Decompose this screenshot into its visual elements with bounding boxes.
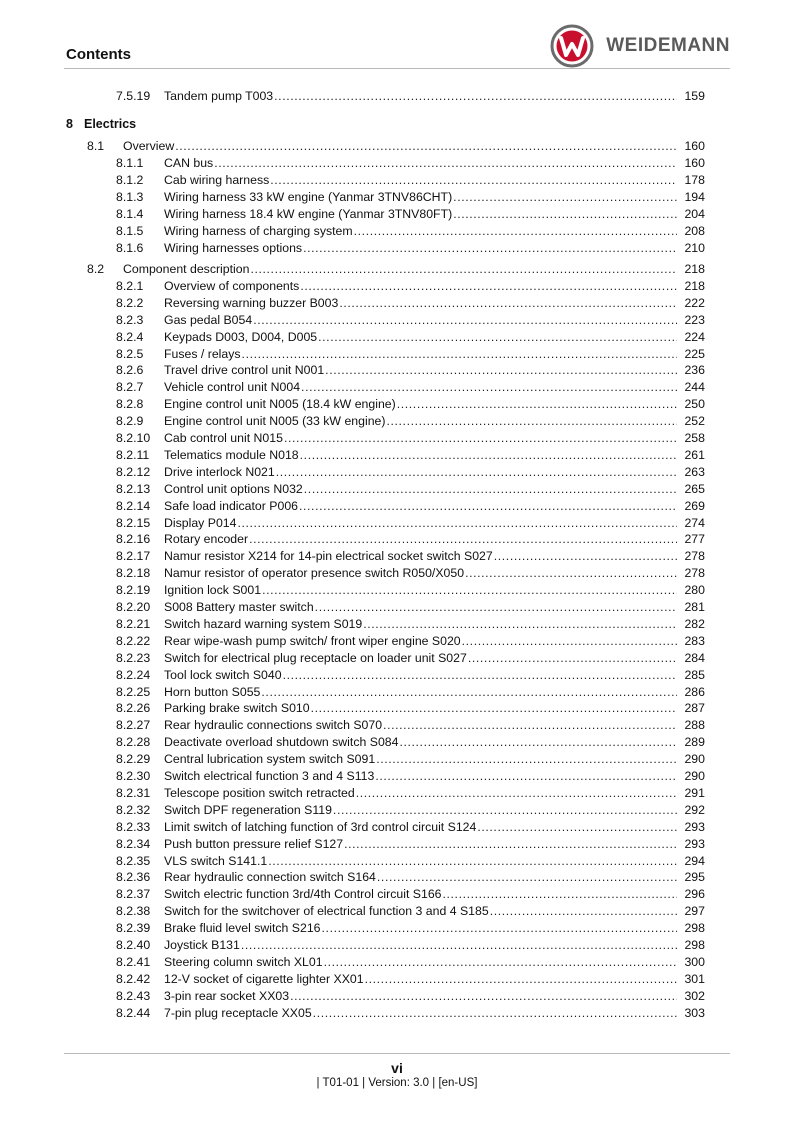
toc-entry-page: 210 <box>684 241 705 255</box>
toc-entry-number: 8.2.16 <box>116 532 151 547</box>
toc-entry[interactable] <box>0 223 794 240</box>
toc-leader-dots <box>468 650 677 667</box>
page-header <box>64 22 730 68</box>
toc-entry-number: 8.2.15 <box>116 515 151 530</box>
toc-entry-number: 7.5.19 <box>116 89 151 103</box>
toc-leader-dots <box>477 819 677 836</box>
toc-leader-dots <box>354 223 677 240</box>
toc-leader-dots <box>324 954 677 971</box>
toc-entry-title: Central lubrication system switch S091 <box>164 752 376 767</box>
toc-entry-title: Wiring harness of charging system <box>164 224 353 238</box>
toc-entry[interactable] <box>0 565 794 582</box>
toc-entry-title: Overview <box>123 139 175 153</box>
toc-entry-number: 8.2.30 <box>116 769 151 783</box>
toc-entry-title: Engine control unit N005 (18.4 kW engine) <box>164 397 396 412</box>
toc-entry-title: Wiring harnesses options <box>164 241 303 255</box>
toc-entry[interactable] <box>0 802 794 819</box>
toc-entry[interactable] <box>0 346 794 363</box>
toc-entry-number: 8.2.21 <box>116 616 151 631</box>
toc-entry-title: Switch electrical function 3 and 4 S113 <box>164 769 375 783</box>
toc-entry[interactable] <box>0 650 794 667</box>
toc-entry-page: 290 <box>684 769 705 783</box>
toc-entry-title: 3-pin rear socket XX03 <box>164 988 290 1003</box>
toc-entry-page: 287 <box>684 701 705 716</box>
toc-chapter[interactable] <box>0 116 794 133</box>
toc-leader-dots <box>262 582 677 599</box>
toc-entry-number: 8.2.24 <box>116 667 151 682</box>
toc-entry-number: 8.2.1 <box>116 278 144 293</box>
toc-leader-dots <box>365 971 677 988</box>
toc-entry[interactable] <box>0 240 794 257</box>
toc-entry-number: 8.2.27 <box>116 718 151 733</box>
toc-entry[interactable] <box>0 717 794 734</box>
toc-entry[interactable] <box>0 138 794 155</box>
toc-entry-number: 8.2.20 <box>116 600 151 614</box>
toc-leader-dots <box>249 531 677 548</box>
toc-entry[interactable] <box>0 548 794 565</box>
toc-entry-number: 8.1.6 <box>116 241 144 255</box>
toc-entry-title: Travel drive control unit N001 <box>164 363 325 378</box>
toc-entry-page: 293 <box>684 819 705 834</box>
toc-entry-number: 8.2.2 <box>116 295 144 310</box>
toc-entry-page: 278 <box>684 549 705 564</box>
toc-leader-dots <box>453 206 677 223</box>
toc-entry-page: 282 <box>684 616 705 631</box>
toc-entry[interactable] <box>0 312 794 329</box>
toc-entry-page: 224 <box>684 329 705 344</box>
toc-leader-dots <box>318 329 677 346</box>
toc-entry[interactable] <box>0 172 794 189</box>
toc-leader-dots <box>397 396 677 413</box>
toc-entry-title: Tool lock switch S040 <box>164 667 282 682</box>
toc-entry-page: 288 <box>684 718 705 733</box>
toc-entry-number: 8.2.41 <box>116 954 151 969</box>
toc-entry-title: Fuses / relays <box>164 346 241 361</box>
toc-entry-number: 8.2.17 <box>116 549 151 564</box>
toc-entry-page: 292 <box>684 802 705 817</box>
toc-leader-dots <box>399 734 677 751</box>
toc-entry[interactable] <box>0 413 794 430</box>
toc-entry[interactable] <box>0 447 794 464</box>
toc-entry[interactable] <box>0 582 794 599</box>
toc-entry-title: Cab wiring harness <box>164 173 270 187</box>
toc-entry-page: 223 <box>684 312 705 327</box>
toc-leader-dots <box>453 189 677 206</box>
toc-leader-dots <box>242 346 677 363</box>
toc-leader-dots <box>377 869 677 886</box>
toc-entry-number: 8.1.5 <box>116 224 144 238</box>
toc-entry-page: 285 <box>684 667 705 682</box>
toc-entry[interactable] <box>0 155 794 172</box>
toc-entry-page: 160 <box>684 139 705 153</box>
toc-entry-number: 8.2.10 <box>116 431 151 445</box>
toc-leader-dots <box>333 802 677 819</box>
toc-leader-dots <box>356 785 677 802</box>
toc-entry-number: 8.2.38 <box>116 904 151 919</box>
brand-logo <box>550 24 730 68</box>
toc-entry-page: 286 <box>684 684 705 699</box>
toc-entry-number: 8.1.3 <box>116 190 144 204</box>
toc-leader-dots <box>301 379 677 396</box>
toc-entry-title: Display P014 <box>164 515 237 530</box>
toc-entry[interactable] <box>0 988 794 1005</box>
toc-entry-page: 269 <box>684 498 705 513</box>
toc-entry-page: 274 <box>684 515 705 530</box>
toc-entry-page: 178 <box>684 173 705 187</box>
toc-entry-title: Switch electric function 3rd/4th Control circuit S166 <box>164 887 442 902</box>
toc-entry-title: Switch hazard warning system S019 <box>164 616 363 631</box>
toc-entry[interactable] <box>0 853 794 870</box>
toc-entry[interactable] <box>0 785 794 802</box>
toc-leader-dots <box>274 88 677 105</box>
toc-entry-title: Overview of components <box>164 278 300 293</box>
toc-entry-title: Safe load indicator P006 <box>164 498 298 513</box>
toc-entry-number: 8.2.33 <box>116 819 151 834</box>
toc-entry-number: 8.2.18 <box>116 566 151 581</box>
toc-entry-number: 8.2.28 <box>116 735 151 750</box>
toc-entry[interactable] <box>0 920 794 937</box>
toc-entry-page: 244 <box>684 380 705 395</box>
toc-entry-page: 300 <box>684 954 705 969</box>
toc-entry-number: 8.2.42 <box>116 971 151 986</box>
toc-leader-dots <box>261 684 677 701</box>
toc-entry-title: Component description <box>123 262 250 276</box>
toc-entry-number: 8.2.13 <box>116 481 151 496</box>
toc-entry-page: 301 <box>684 971 705 986</box>
toc-entry-number: 8.2.26 <box>116 701 151 716</box>
toc-entry-page: 236 <box>684 363 705 378</box>
toc-entry[interactable] <box>0 189 794 206</box>
toc-entry-title: Electrics <box>84 117 137 131</box>
toc-leader-dots <box>375 768 677 785</box>
toc-entry-number: 8.2.44 <box>116 1005 151 1020</box>
toc-entry-page: 225 <box>684 346 705 361</box>
toc-entry[interactable] <box>0 599 794 616</box>
toc-leader-dots <box>268 853 677 870</box>
toc-entry[interactable] <box>0 903 794 920</box>
toc-entry-page: 261 <box>684 447 705 462</box>
toc-entry[interactable] <box>0 819 794 836</box>
toc-leader-dots <box>465 565 677 582</box>
toc-entry[interactable] <box>0 206 794 223</box>
toc-entry[interactable] <box>0 869 794 886</box>
toc-entry-page: 280 <box>684 583 705 598</box>
toc-entry-title: Push button pressure relief S127 <box>164 836 344 851</box>
toc-entry[interactable] <box>0 633 794 650</box>
header-divider <box>64 68 730 69</box>
toc-entry-page: 159 <box>684 89 705 103</box>
toc-entry-page: 294 <box>684 853 705 868</box>
toc-entry-title: Namur resistor X214 for 14-pin electrical socket switch S027 <box>164 549 493 564</box>
toc-entry-title: Engine control unit N005 (33 kW engine) <box>164 414 386 429</box>
toc-entry-page: 284 <box>684 650 705 665</box>
toc-leader-dots <box>290 988 677 1005</box>
toc-entry-title: Keypads D003, D004, D005 <box>164 329 318 344</box>
toc-entry-page: 208 <box>684 224 705 238</box>
toc-entry-number: 8.2.11 <box>116 447 150 462</box>
toc-entry[interactable] <box>0 430 794 447</box>
toc-entry-page: 298 <box>684 921 705 936</box>
toc-entry-title: Rear hydraulic connection switch S164 <box>164 870 376 885</box>
toc-leader-dots <box>313 1005 677 1022</box>
document-version-info: | T01-01 | Version: 3.0 | [en-US] <box>316 1077 478 1089</box>
toc-entry-page: 194 <box>684 190 705 204</box>
toc-entry[interactable] <box>0 667 794 684</box>
toc-entry-number: 8.2.35 <box>116 853 151 868</box>
page-number: vi <box>391 1060 403 1076</box>
toc-entry-title: Tandem pump T003 <box>164 89 274 103</box>
toc-entry-title: Gas pedal B054 <box>164 312 253 327</box>
toc-entry-title: S008 Battery master switch <box>164 600 314 614</box>
toc-entry-title: Switch for the switchover of electrical function 3 and 4 S185 <box>164 904 489 919</box>
toc-entry-page: 218 <box>684 278 705 293</box>
toc-leader-dots <box>386 413 677 430</box>
page-title: Contents <box>66 46 131 63</box>
toc-entry[interactable] <box>0 971 794 988</box>
toc-entry-title: Switch for electrical plug receptacle on loader unit S027 <box>164 650 467 665</box>
toc-entry-page: 283 <box>684 633 705 648</box>
toc-entry-page: 290 <box>684 752 705 767</box>
toc-entry-number: 8.2.36 <box>116 870 151 885</box>
toc-leader-dots <box>250 261 677 278</box>
toc-entry[interactable] <box>0 261 794 278</box>
toc-leader-dots <box>276 464 677 481</box>
toc-entry[interactable] <box>0 684 794 701</box>
toc-entry-title: Rear wipe-wash pump switch/ front wiper engine S020 <box>164 633 461 648</box>
toc-entry[interactable] <box>0 616 794 633</box>
toc-entry-page: 289 <box>684 735 705 750</box>
toc-leader-dots <box>299 498 677 515</box>
toc-leader-dots <box>300 447 677 464</box>
toc-entry-title: Switch DPF regeneration S119 <box>164 802 332 817</box>
toc-leader-dots <box>490 903 677 920</box>
toc-entry-page: 295 <box>684 870 705 885</box>
toc-entry-number: 8.2.6 <box>116 363 144 378</box>
toc-entry-number: 8.2 <box>87 262 105 276</box>
toc-entry-number: 8.2.31 <box>116 785 151 800</box>
toc-entry[interactable] <box>0 937 794 954</box>
toc-entry-title: 12-V socket of cigarette lighter XX01 <box>164 971 364 986</box>
toc-entry-title: Drive interlock N021 <box>164 464 275 479</box>
toc-entry-page: 297 <box>684 904 705 919</box>
toc-entry[interactable] <box>0 464 794 481</box>
toc-leader-dots <box>322 920 677 937</box>
toc-entry-title: Telematics module N018 <box>164 447 299 462</box>
toc-entry-number: 8.2.40 <box>116 938 151 952</box>
weidemann-logo-icon <box>550 24 594 68</box>
toc-entry-title: Brake fluid level switch S216 <box>164 921 321 936</box>
toc-entry-page: 222 <box>684 295 705 310</box>
toc-entry-title: Wiring harness 18.4 kW engine (Yanmar 3TNV80FT) <box>164 207 453 221</box>
toc-leader-dots <box>311 700 677 717</box>
toc-entry-title: Rotary encoder <box>164 532 249 547</box>
brand-name: WEIDEMANN <box>606 35 730 56</box>
toc-entry-title: Joystick B131 <box>164 938 240 952</box>
toc-entry-number: 8.2.8 <box>116 397 144 412</box>
toc-entry-title: Rear hydraulic connections switch S070 <box>164 718 383 733</box>
toc-entry[interactable] <box>0 379 794 396</box>
toc-entry-page: 296 <box>684 887 705 902</box>
toc-entry[interactable] <box>0 734 794 751</box>
toc-entry[interactable] <box>0 329 794 346</box>
toc-entry[interactable] <box>0 396 794 413</box>
toc-entry-number: 8.1.2 <box>116 173 144 187</box>
toc-entry-page: 258 <box>684 431 705 445</box>
toc-entry-number: 8 <box>66 117 73 131</box>
toc-entry-page: 277 <box>684 532 705 547</box>
toc-leader-dots <box>339 295 677 312</box>
toc-entry-page: 204 <box>684 207 705 221</box>
toc-leader-dots <box>376 751 677 768</box>
toc-entry-number: 8.2.29 <box>116 752 151 767</box>
toc-entry-title: Wiring harness 33 kW engine (Yanmar 3TNV86CHT) <box>164 190 453 204</box>
toc-entry[interactable] <box>0 515 794 532</box>
toc-entry[interactable] <box>0 531 794 548</box>
toc-entry[interactable] <box>0 836 794 853</box>
toc-entry[interactable] <box>0 954 794 971</box>
toc-entry[interactable] <box>0 751 794 768</box>
toc-entry-number: 8.2.14 <box>116 498 151 513</box>
toc-entry-title: CAN bus <box>164 156 214 170</box>
toc-entry-title: Vehicle control unit N004 <box>164 380 301 395</box>
toc-entry-title: Deactivate overload shutdown switch S084 <box>164 735 399 750</box>
toc-leader-dots <box>325 362 677 379</box>
toc-leader-dots <box>214 155 677 172</box>
toc-leader-dots <box>494 548 677 565</box>
toc-entry[interactable] <box>0 295 794 312</box>
toc-entry-page: 250 <box>684 397 705 412</box>
toc-entry-page: 298 <box>684 938 705 952</box>
toc-entry-title: 7-pin plug receptacle XX05 <box>164 1005 312 1020</box>
toc-entry-number: 8.2.7 <box>116 380 144 395</box>
toc-entry-title: Horn button S055 <box>164 684 261 699</box>
toc-entry-title: Control unit options N032 <box>164 481 303 496</box>
toc-leader-dots <box>283 667 677 684</box>
toc-entry-number: 8.2.37 <box>116 887 151 902</box>
footer-divider <box>64 1053 730 1054</box>
toc-entry-page: 252 <box>684 414 705 429</box>
toc-leader-dots <box>363 616 677 633</box>
toc-leader-dots <box>237 515 677 532</box>
toc-entry[interactable] <box>0 498 794 515</box>
toc-entry-title: Telescope position switch retracted <box>164 785 355 800</box>
toc-entry-page: 263 <box>684 464 705 479</box>
toc-entry-number: 8.2.25 <box>116 684 151 699</box>
toc-leader-dots <box>253 312 677 329</box>
toc-entry-number: 8.2.9 <box>116 414 144 429</box>
toc-leader-dots <box>383 717 677 734</box>
toc-leader-dots <box>462 633 677 650</box>
toc-entry-page: 291 <box>684 785 705 800</box>
toc-entry[interactable] <box>0 88 794 105</box>
toc-entry-number: 8.2.23 <box>116 650 151 665</box>
toc-leader-dots <box>175 138 677 155</box>
toc-entry[interactable] <box>0 886 794 903</box>
toc-entry-title: Namur resistor of operator presence switch R050/X050 <box>164 566 465 581</box>
toc-leader-dots <box>284 430 677 447</box>
toc-entry-page: 302 <box>684 988 705 1003</box>
toc-entry[interactable] <box>0 768 794 785</box>
toc-leader-dots <box>303 240 677 257</box>
toc-entry[interactable] <box>0 481 794 498</box>
toc-entry-number: 8.2.32 <box>116 802 151 817</box>
toc-entry-page: 218 <box>684 262 705 276</box>
toc-entry-page: 303 <box>684 1005 705 1020</box>
toc-entry[interactable] <box>0 1005 794 1022</box>
toc-entry-title: Steering column switch XL01 <box>164 954 323 969</box>
toc-entry-number: 8.2.43 <box>116 988 151 1003</box>
toc-entry-number: 8.1.1 <box>116 156 144 170</box>
toc-entry-title: VLS switch S141.1 <box>164 853 268 868</box>
toc-entry-page: 160 <box>684 156 705 170</box>
toc-entry-number: 8.2.19 <box>116 583 151 598</box>
toc-entry[interactable] <box>0 700 794 717</box>
toc-entry-page: 265 <box>684 481 705 496</box>
toc-entry[interactable] <box>0 278 794 295</box>
toc-entry-page: 293 <box>684 836 705 851</box>
toc-leader-dots <box>443 886 678 903</box>
toc-entry-number: 8.2.12 <box>116 464 151 479</box>
toc-leader-dots <box>300 278 677 295</box>
toc-entry-page: 281 <box>684 600 705 614</box>
toc-entry-title: Ignition lock S001 <box>164 583 262 598</box>
toc-entry-number: 8.2.5 <box>116 346 144 361</box>
toc-leader-dots <box>304 481 677 498</box>
toc-entry-page: 278 <box>684 566 705 581</box>
toc-leader-dots <box>315 599 677 616</box>
toc-entry-title: Limit switch of latching function of 3rd control circuit S124 <box>164 819 477 834</box>
toc-entry-title: Cab control unit N015 <box>164 431 283 445</box>
toc-entry-number: 8.2.34 <box>116 836 151 851</box>
toc-leader-dots <box>270 172 677 189</box>
toc-entry-number: 8.1.4 <box>116 207 144 221</box>
toc-entry-number: 8.2.39 <box>116 921 151 936</box>
toc-entry-title: Parking brake switch S010 <box>164 701 310 716</box>
toc-entry[interactable] <box>0 362 794 379</box>
toc-entry-number: 8.2.3 <box>116 312 144 327</box>
toc-entry-number: 8.2.4 <box>116 329 144 344</box>
toc-entry-number: 8.1 <box>87 139 105 153</box>
toc-entry-title: Reversing warning buzzer B003 <box>164 295 339 310</box>
toc-entry-number: 8.2.22 <box>116 633 151 648</box>
toc-leader-dots <box>344 836 677 853</box>
toc-leader-dots <box>241 937 677 954</box>
